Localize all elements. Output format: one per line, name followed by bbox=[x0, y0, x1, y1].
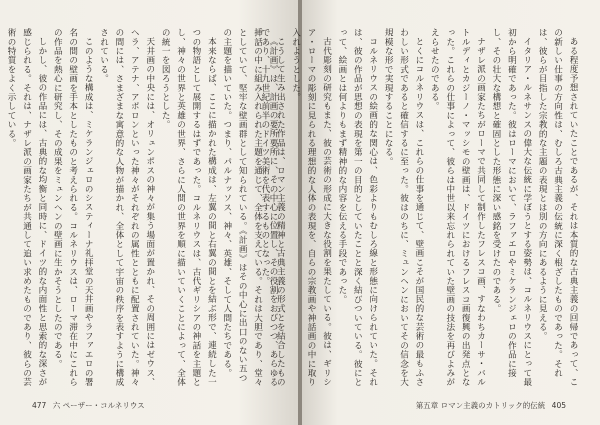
paragraph: ある程度予想されていたことであるが、それは本質的な古典主義の回帰であって、この新しい仕事の方向性は、むしろ古典主義の伝統に深く根ざしたものであった。それは、彼らが目指した宗教的な主題の表現とは別の方向にあるように見える。 bbox=[537, 28, 578, 387]
paragraph: 天井画の中央には、オリュンポスの神々が集う場面が置かれ、その周囲にはゼウス、ヘラ、アテナ、アポロンといった神々がそれぞれの属性とともに配置されていた。神々の間には、さまざまな寓意的な人物が描かれ、全体として宇宙の秩序を表すように構成されている。 bbox=[98, 28, 155, 387]
page-number: 477 bbox=[32, 401, 47, 410]
paragraph: しかし、彼の作品には、古典的な均衡と同時に、ドイツ的な内面性と思索的な深さが感じられる。それは、ナザレ派の画家たちが共通して追い求めたものであり、彼らの芸術の特質をよく示している。 bbox=[6, 28, 47, 387]
right-page-body bbox=[259, 28, 580, 388]
paragraph: 古代彫刻の研究もまた、彼の芸術の形成に大きな役割を果たしている。彼は、ギリシア・ローマの彫刻に見られる理想的な人体の表現を、自らの宗教画や神話画の中に取り入れようとした。 bbox=[290, 28, 332, 387]
page-number: 405 bbox=[551, 401, 566, 410]
running-head: 第五章 ロマン主義のカトリック的伝統 bbox=[415, 401, 546, 410]
left-page bbox=[0, 0, 298, 425]
paragraph: コルネリウスの絵画的な関心は、色彩よりもむしろ線と形態に向けられていた。それは、彼の作品が思想の表現を第一の目的としていたことと深く結びついている。彼にとって、絵画とは何よりもまず精神的な内容を伝える手段であった。 bbox=[336, 28, 378, 387]
paragraph: 本来ならば、ここに描かれた構成は、左翼の間と右翼の間とを結ぶ形で、連続した一つの物語として展開するはずであった。コルネリウスは、古代ギリシアの神話を主題とし、神々の世界と英雄の世界、さらに人間の世界を順に描いていくことによって、全体の統一を図ろうとした。 bbox=[160, 28, 217, 387]
paragraph: こうして生み出された作品は、ロマン主義の精神と古典主義の形式とを結合したものであり、十九世紀前半のドイツ美術を代表するものとなった。 bbox=[259, 28, 286, 387]
paragraph: イタリア・ルネサンスの偉大な伝統に学ぼうとする姿勢は、コルネリウスにとって最初から明確であった。彼はローマにおいて、ラファエロやミケランジェロの作品に接し、その壮大な構想と確固とした形態に深い感銘を受けたのである。 bbox=[490, 28, 532, 387]
right-page bbox=[259, 0, 600, 425]
left-page-footer bbox=[32, 400, 149, 411]
right-page-footer bbox=[416, 400, 570, 411]
paragraph: このような構成は、ミケランジェロのシスティーナ礼拝堂の天井画やラファエロの署名の間の壁画を手本としたものと考えられる。コルネリウスは、ローマ滞在中にこれらの作品を熱心に研究し、その成果をミュンヘンの壁画に生かそうとしたのである。 bbox=[52, 28, 94, 387]
left-page-body bbox=[6, 28, 280, 388]
running-head: 六 ペーザー・コルネリウス bbox=[52, 401, 145, 410]
paragraph: 《計画》は、計画の要所要所に、その中心に位置し、その役割をおびつつ、あらゆる挿話の中に組み入れられた主題を通じて、全体を支えている。それは大胆であり、堂々としていて、堅牢な壁画群として知られている。《計画》はその中心に出口のない五つの主題を描いていた。つまり、パルナッソス、神々、英雄、そして人間たちである。 bbox=[221, 28, 278, 387]
paragraph: ナザレ派の画家たちがローマで共同して制作したフレスコ画、すなわちカーサ・バルトルディとカジーノ・マッシモの壁画は、ドイツにおけるフレスコ画復興の出発点となった。これらの仕事によって、彼らは中世以来忘れられていた壁画の技法を再びよみがえらせたのである。 bbox=[429, 28, 486, 387]
paragraph: とくにコルネリウスは、これらの仕事を通じて、壁画こそが国民的な芸術の最もふさわしい形式であると確信するに至った。彼はのちに、ミュンヘンにおいてその信念を大規模な形で実現することになる。 bbox=[383, 28, 424, 387]
